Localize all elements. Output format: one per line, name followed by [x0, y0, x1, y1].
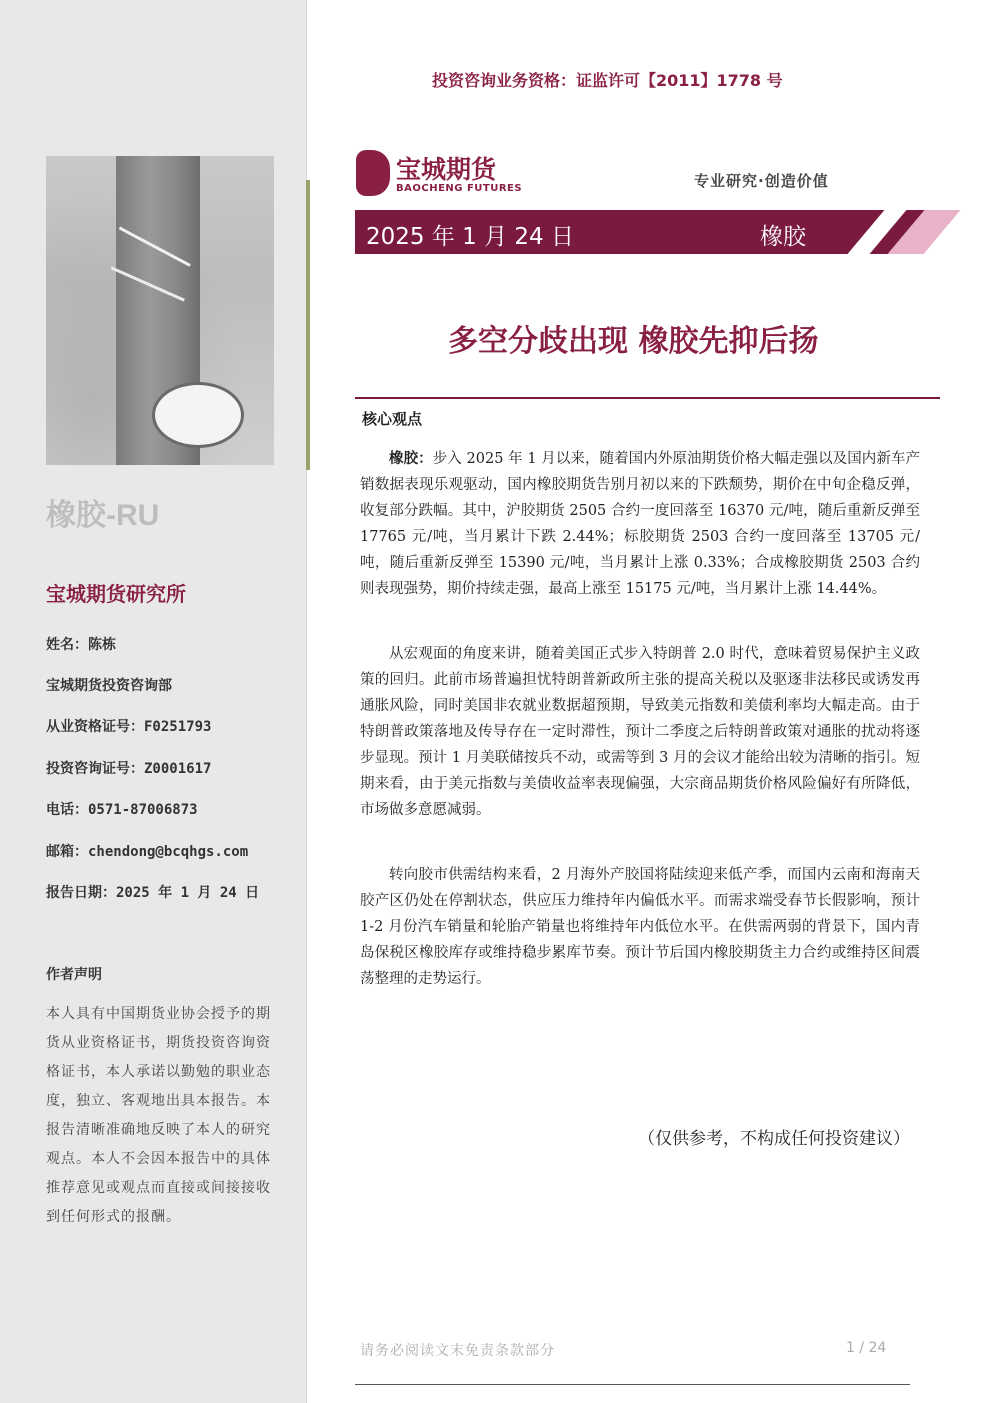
license-line: 投资咨询业务资格：证监许可【2011】1778 号: [432, 71, 783, 90]
paragraph-3: [360, 862, 920, 992]
qualification-number: 从业资格证号：F0251793: [46, 719, 212, 735]
logo-icon: [356, 150, 390, 196]
paragraph-2: [360, 641, 920, 823]
phone: 电话：0571-87006873: [46, 802, 198, 818]
banner-category: 橡胶: [760, 224, 806, 250]
page-number: 1 / 24: [846, 1340, 887, 1356]
latex-cup: [152, 382, 244, 448]
logo-en: BAOCHENG FUTURES: [396, 183, 523, 194]
paragraph-1-text: 步入 2025 年 1 月以来，随着国内外原油期货价格大幅走强以及国内新车产销数据表现乐观驱动，国内橡胶期货告别月初以来的下跌颓势，期价在中旬企稳反弹，收复部分跌幅。其中，沪胶期货 2505 合约一度回落至 16370 元/吨，随后重新反弹至 17765 元/吨，当月累计下跌 2.44%；标胶期货 2503 合约一度回落至 13705 元/吨，随后重新反弹至 15390 元/吨，当月累计上涨 0.33%；合成橡胶期货 2503 合约则表现强势，期价持续走强，最高上涨至 15175 元/吨，当月累计上涨 14.44%。: [360, 451, 921, 597]
company-logo: [356, 150, 523, 198]
headline: 多空分歧出现 橡胶先抑后扬: [448, 324, 819, 359]
banner-date: 2025 年 1 月 24 日: [366, 224, 574, 250]
disclaimer: （仅供参考，不构成任何投资建议）: [638, 1129, 910, 1149]
product-code: 橡胶-RU: [46, 499, 160, 532]
report-date: 报告日期：2025 年 1 月 24 日: [46, 885, 260, 901]
paragraph-3-text: 转向胶市供需结构来看，2 月海外产胶国将陆续迎来低产季，而国内云南和海南天胶产区仍处在停割状态，供应压力维持年内偏低水平。而需求端受春节长假影响，预计 1-2 月份汽车销量和轮胎产销量也将维持年内低位水平。在供需两弱的背景下，国内青岛保税区橡胶库存或维持稳步累库节奏。预计节后国内橡胶期货主力合约或维持区间震荡整理的走势运行。: [360, 867, 920, 987]
photo-edge-strip: [306, 180, 310, 470]
institute-name: 宝城期货研究所: [46, 582, 186, 606]
core-view-title: 核心观点: [362, 410, 423, 428]
footer-rule: [355, 1384, 910, 1385]
author-statement-title: 作者声明: [46, 967, 102, 983]
email[interactable]: 邮箱：chendong@bcqhgs.com: [46, 844, 249, 860]
paragraph-lead: 橡胶：: [389, 450, 433, 467]
slogan: 专业研究·创造价值: [694, 172, 829, 190]
author-name: 姓名：陈栋: [46, 637, 116, 653]
headline-divider: [355, 397, 940, 399]
author-statement: 本人具有中国期货业协会授予的期货从业资格证书，期货投资咨询资格证书，本人承诺以勤勉的职业态度，独立、客观地出具本报告。本报告清晰准确地反映了本人的研究观点。本人不会因本报告中的具体推荐意见或观点而直接或间接接收到任何形式的报酬。: [46, 1006, 271, 1225]
paragraph-2-text: 从宏观面的角度来讲，随着美国正式步入特朗普 2.0 时代，意味着贸易保护主义政策的回归。此前市场普遍担忧特朗普新政所主张的提高关税以及驱逐非法移民或诱发再通胀风险，同时美国非农就业数据超预期，导致美元指数和美债利率均大幅走高。由于特朗普政策落地及传导存在一定时滞性，预计二季度之后特朗普政策对通胀的扰动将逐步显现。预计 1 月美联储按兵不动，或需等到 3 月的会议才能给出较为清晰的指引。短期来看，由于美元指数与美债收益率表现偏强，大宗商品期货价格风险偏好有所降低，市场做多意愿减弱。: [360, 646, 920, 818]
paragraph-1: [360, 446, 920, 602]
consult-number: 投资咨询证号：Z0001617: [46, 761, 212, 777]
footer-note: 请务必阅读文末免责条款部分: [360, 1343, 555, 1359]
department: 宝城期货投资咨询部: [46, 678, 172, 694]
logo-cn: 宝城期货: [396, 155, 497, 184]
rubber-tree-photo: [46, 156, 274, 465]
